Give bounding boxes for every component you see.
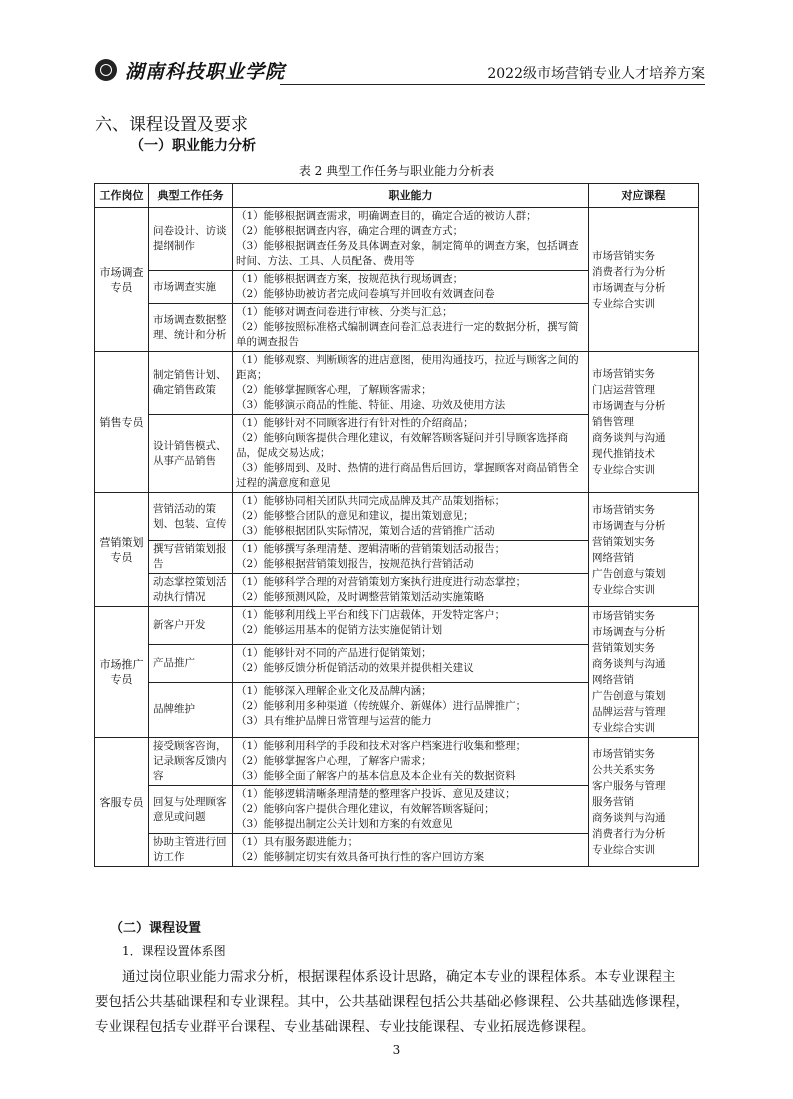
header-course: 对应课程	[589, 184, 699, 208]
ability-item: （2）能够根据调查内容，确定合理的调查方式；	[236, 225, 464, 237]
ability-item: （3）能够全面了解客户的基本信息及本企业有关的数据资料	[236, 770, 516, 782]
ability-item: （3）能够周到、及时、热情的进行商品售后回访，掌握顾客对商品销售全过程的满意度和意见	[236, 462, 579, 489]
ability-item: （1）能够协同相关团队共同完成品牌及其产品策划指标；	[236, 495, 506, 507]
work-task-cell: 设计销售模式、从事产品销售	[149, 415, 233, 493]
ability-item: （2）能够按照标准格式编制调查问卷汇总表进行一定的数据分析，撰写简单的调查报告	[236, 321, 579, 348]
ability-item: （2）能够掌握顾客心理，了解顾客需求；	[236, 384, 432, 396]
work-task-cell: 市场调查实施	[149, 271, 233, 304]
section2-subtitle: 1．课程设置体系图	[122, 944, 226, 958]
course-item: 专业综合实训	[592, 297, 655, 310]
course-item: 专业综合实训	[592, 722, 655, 734]
ability-cell	[233, 607, 589, 645]
table-row	[95, 493, 699, 541]
paragraph-line: 专业课程包括专业群平台课程、专业基础课程、专业技能课程、专业拓展选修课程。	[95, 1019, 595, 1035]
document-title: 2022级市场营销专业人才培养方案	[487, 66, 705, 82]
course-cell	[589, 493, 699, 607]
course-item: 广告创意与策划	[592, 690, 666, 702]
ability-item: （1）具有服务跟进能力；	[236, 836, 359, 848]
course-item: 客户服务与管理	[592, 780, 666, 792]
ability-item: （1）能够深入理解企业文化及品牌内涵；	[236, 684, 432, 697]
table-row	[95, 208, 699, 271]
work-task-cell: 协助主管进行回访工作	[149, 834, 233, 867]
subsection-title: （一）职业能力分析	[130, 138, 256, 154]
course-cell	[589, 738, 699, 867]
course-item: 服务营销	[592, 796, 634, 808]
course-cell	[589, 607, 699, 738]
course-item: 市场营销实务	[592, 249, 655, 262]
ability-item: （1）能够针对不同顾客进行有针对性的介绍商品；	[236, 417, 474, 429]
section2-title: （二）课程设置	[110, 921, 202, 936]
ability-item: （2）能够运用基本的促销方法实施促销计划	[236, 624, 443, 636]
course-item: 广告创意与策划	[592, 567, 666, 580]
course-item: 品牌运营与管理	[592, 706, 666, 718]
course-item: 市场调查与分析	[592, 626, 666, 638]
ability-item: （1）能够撰写条理清楚、逻辑清晰的营销策划活动报告；	[236, 543, 506, 555]
ability-analysis-table	[94, 183, 699, 867]
table-row	[95, 738, 699, 786]
section-title: 六、课程设置及要求	[95, 115, 248, 135]
work-task-cell: 市场调查数据整理、统计和分析	[149, 304, 233, 352]
table-row	[95, 607, 699, 645]
ability-item: （1）能够利用科学的手段和技术对客户档案进行收集和整理；	[236, 740, 527, 752]
course-item: 市场调查与分析	[592, 519, 666, 532]
work-task-cell: 动态掌控策划活动执行情况	[149, 574, 233, 607]
ability-item: （3）能够根据团队实际情况，策划合适的营销推广活动	[236, 525, 495, 537]
ability-cell	[233, 541, 589, 574]
page-number: 3	[392, 1043, 401, 1057]
job-post-cell: 营销策划专员	[95, 493, 149, 607]
job-post-cell: 市场推广专员	[95, 607, 149, 738]
paragraph-line: 通过岗位职业能力需求分析，根据课程体系设计思路，确定本专业的课程体系。本专业课程主	[122, 969, 676, 985]
ability-cell	[233, 834, 589, 867]
course-item: 市场营销实务	[592, 368, 655, 380]
ability-item: （2）能够向客户提供合理化建议，有效解答顾客疑问；	[236, 803, 495, 815]
ability-cell	[233, 574, 589, 607]
ability-item: （3）能够根据调查任务及具体调查对象，制定简单的调查方案，包括调查时间、方法、工具、人员配备、费用等	[236, 240, 579, 267]
work-task-cell: 问卷设计、访谈提纲制作	[149, 208, 233, 271]
ability-item: （2）能够制定切实有效具备可执行性的客户回访方案	[236, 851, 485, 863]
ability-item: （3）能够演示商品的性能、特征、用途、功效及使用方法	[236, 399, 506, 411]
work-task-cell: 新客户开发	[149, 607, 233, 645]
course-item: 专业综合实训	[592, 464, 655, 476]
ability-cell	[233, 644, 589, 682]
college-name: 湖南科技职业学院	[125, 60, 286, 83]
table-body	[95, 208, 699, 867]
course-cell	[589, 208, 699, 352]
job-post-cell: 销售专员	[95, 352, 149, 493]
table-row	[95, 352, 699, 415]
course-item: 营销策划实务	[592, 535, 655, 548]
course-item: 消费者行为分析	[592, 265, 666, 278]
ability-item: （1）能够对调查问卷进行审核、分类与汇总；	[236, 306, 453, 318]
work-task-cell: 回复与处理顾客意见或问题	[149, 786, 233, 834]
course-item: 商务谈判与沟通	[592, 812, 666, 824]
college-seal-icon	[95, 59, 117, 81]
ability-cell	[233, 738, 589, 786]
work-task-cell: 制定销售计划、确定销售政策	[149, 352, 233, 415]
course-item: 消费者行为分析	[592, 828, 666, 840]
ability-item: （2）能够预测风险，及时调整营销策划活动实施策略	[236, 591, 485, 603]
ability-item: （1）能够针对不同的产品进行促销策划；	[236, 646, 432, 659]
ability-item: （3）能够提出制定公关计划和方案的有效意见	[236, 818, 453, 830]
course-item: 现代推销技术	[592, 448, 655, 460]
header-task: 典型工作任务	[149, 184, 233, 208]
ability-item: （1）能够根据调查方案，按规范执行现场调查；	[236, 273, 464, 285]
header-post: 工作岗位	[95, 184, 149, 208]
course-item: 门店运营管理	[592, 384, 655, 396]
ability-item: （2）能够反馈分析促销活动的效果并提供相关建议	[236, 661, 474, 674]
ability-cell	[233, 786, 589, 834]
ability-item: （2）能够协助被访者完成问卷填写并回收有效调查问卷	[236, 288, 495, 300]
ability-item: （1）能够逻辑清晰条理清楚的整理客户投诉、意见及建议；	[236, 788, 516, 800]
ability-item: （2）能够掌握客户心理，了解客户需求；	[236, 755, 432, 767]
course-item: 网络营销	[592, 674, 634, 686]
course-item: 专业综合实训	[592, 583, 655, 596]
ability-item: （3）具有维护品牌日常管理与运营的能力	[236, 714, 432, 727]
job-post-cell: 客服专员	[95, 738, 149, 867]
ability-item: （1）能够根据调查需求，明确调查目的，确定合适的被访人群；	[236, 210, 537, 222]
ability-item: （1）能够观察、判断顾客的进店意图，使用沟通技巧，拉近与顾客之间的距离；	[236, 354, 579, 381]
ability-item: （2）能够根据营销策划报告，按规范执行营销活动	[236, 558, 474, 570]
work-task-cell: 产品推广	[149, 644, 233, 682]
ability-item: （2）能够利用多种渠道（传统媒介、新媒体）进行品牌推广；	[236, 699, 527, 712]
course-item: 市场调查与分析	[592, 281, 666, 294]
ability-cell	[233, 493, 589, 541]
ability-item: （1）能够科学合理的对营销策划方案执行进度进行动态掌控；	[236, 576, 527, 588]
course-item: 市场营销实务	[592, 748, 655, 760]
course-cell	[589, 352, 699, 493]
ability-cell	[233, 208, 589, 271]
college-logo	[95, 55, 285, 85]
paragraph-line: 要包括公共基础课程和专业课程。其中，公共基础课程包括公共基础必修课程、公共基础选修课程，	[95, 994, 689, 1010]
section2-paragraph	[95, 965, 699, 1040]
course-item: 营销策划实务	[592, 642, 655, 654]
ability-item: （1）能够利用线上平台和线下门店载体，开发特定客户；	[236, 609, 506, 621]
course-item: 销售管理	[592, 416, 634, 428]
page-header	[95, 55, 705, 85]
ability-cell	[233, 415, 589, 493]
work-task-cell: 撰写营销策划报告	[149, 541, 233, 574]
ability-cell	[233, 352, 589, 415]
table-caption: 表 2 典型工作任务与职业能力分析表	[298, 164, 495, 178]
work-task-cell: 营销活动的策划、包装、宣传	[149, 493, 233, 541]
course-item: 市场营销实务	[592, 503, 655, 516]
course-item: 专业综合实训	[592, 844, 655, 856]
table-header-row	[95, 184, 699, 208]
course-item: 市场调查与分析	[592, 400, 666, 412]
course-item: 市场营销实务	[592, 610, 655, 622]
course-item: 网络营销	[592, 551, 634, 564]
ability-item: （2）能够向顾客提供合理化建议，有效解答顾客疑问并引导顾客选择商品，促成交易达成；	[236, 432, 569, 459]
ability-item: （2）能够整合团队的意见和建议，提出策划意见；	[236, 510, 474, 522]
header-divider	[280, 84, 705, 85]
work-task-cell: 接受顾客咨询，记录顾客反馈内容	[149, 738, 233, 786]
course-item: 公共关系实务	[592, 764, 655, 776]
work-task-cell: 品牌维护	[149, 682, 233, 737]
ability-cell	[233, 271, 589, 304]
ability-cell	[233, 682, 589, 737]
header-ability: 职业能力	[233, 184, 589, 208]
job-post-cell: 市场调查专员	[95, 208, 149, 352]
course-item: 商务谈判与沟通	[592, 432, 666, 444]
course-item: 商务谈判与沟通	[592, 658, 666, 670]
ability-cell	[233, 304, 589, 352]
